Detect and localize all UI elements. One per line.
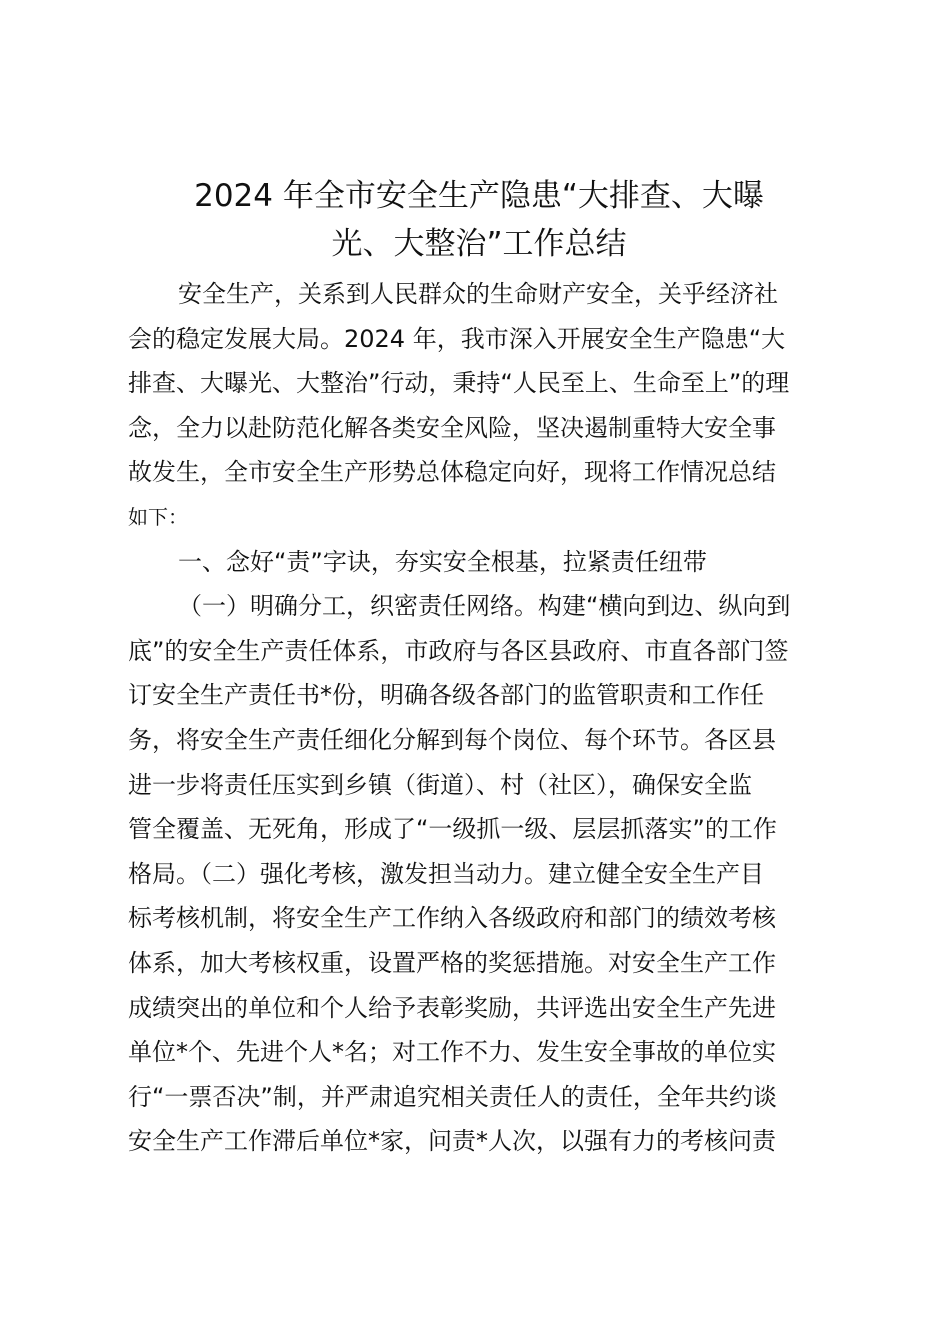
body-line: 安全生产，关系到人民群众的生命财产安全，关乎经济社 — [178, 280, 778, 308]
body-line: 订安全生产责任书*份，明确各级各部门的监管职责和工作任 — [128, 681, 764, 710]
body-line: 行“一票否决”制，并严肃追究相关责任人的责任，全年共约谈 — [128, 1082, 777, 1111]
body-line: 务，将安全生产责任细化分解到每个岗位、每个环节。各区县 — [128, 725, 776, 754]
body-line: 底”的安全生产责任体系，市政府与各区县政府、市直各部门签 — [128, 636, 789, 665]
body-line: 进一步将责任压实到乡镇（街道）、村（社区），确保安全监 — [128, 770, 752, 799]
body-line: 故发生，全市安全生产形势总体稳定向好，现将工作情况总结 — [128, 458, 776, 487]
body-line: 管全覆盖、无死角，形成了“一级抓一级、层层抓落实”的工作 — [128, 815, 777, 844]
body-line: （一）明确分工，织密责任网络。构建“横向到边、纵向到 — [178, 592, 791, 621]
body-line: 成绩突出的单位和个人给予表彰奖励，共评选出安全生产先进 — [128, 993, 776, 1022]
section-heading: 一、念好“责”字诀，夯实安全根基，拉紧责任纽带 — [178, 547, 707, 576]
body-line: 格局。（二）强化考核，激发担当动力。建立健全安全生产目 — [128, 859, 764, 888]
title-line-2: 光、大整治”工作总结 — [331, 226, 627, 262]
body-line: 念，全力以赴防范化解各类安全风险，坚决遏制重特大安全事 — [128, 413, 776, 442]
document-title — [128, 172, 830, 268]
body-line: 安全生产工作滞后单位*家，问责*人次，以强有力的考核问责 — [128, 1127, 776, 1156]
body-line: 如下： — [128, 504, 188, 529]
body-line: 单位*个、先进个人*名；对工作不力、发生安全事故的单位实 — [128, 1038, 776, 1067]
document-body — [128, 272, 832, 1164]
body-line: 排查、大曝光、大整治”行动，秉持“人民至上、生命至上”的理 — [128, 369, 790, 398]
body-line: 标考核机制，将安全生产工作纳入各级政府和部门的绩效考核 — [128, 904, 776, 933]
title-line-1: 2024 年全市安全生产隐患“大排查、大曝 — [194, 178, 764, 214]
body-line: 会的稳定发展大局。2024 年，我市深入开展安全生产隐患“大 — [128, 324, 786, 353]
body-line: 体系，加大考核权重，设置严格的奖惩措施。对安全生产工作 — [128, 948, 776, 977]
